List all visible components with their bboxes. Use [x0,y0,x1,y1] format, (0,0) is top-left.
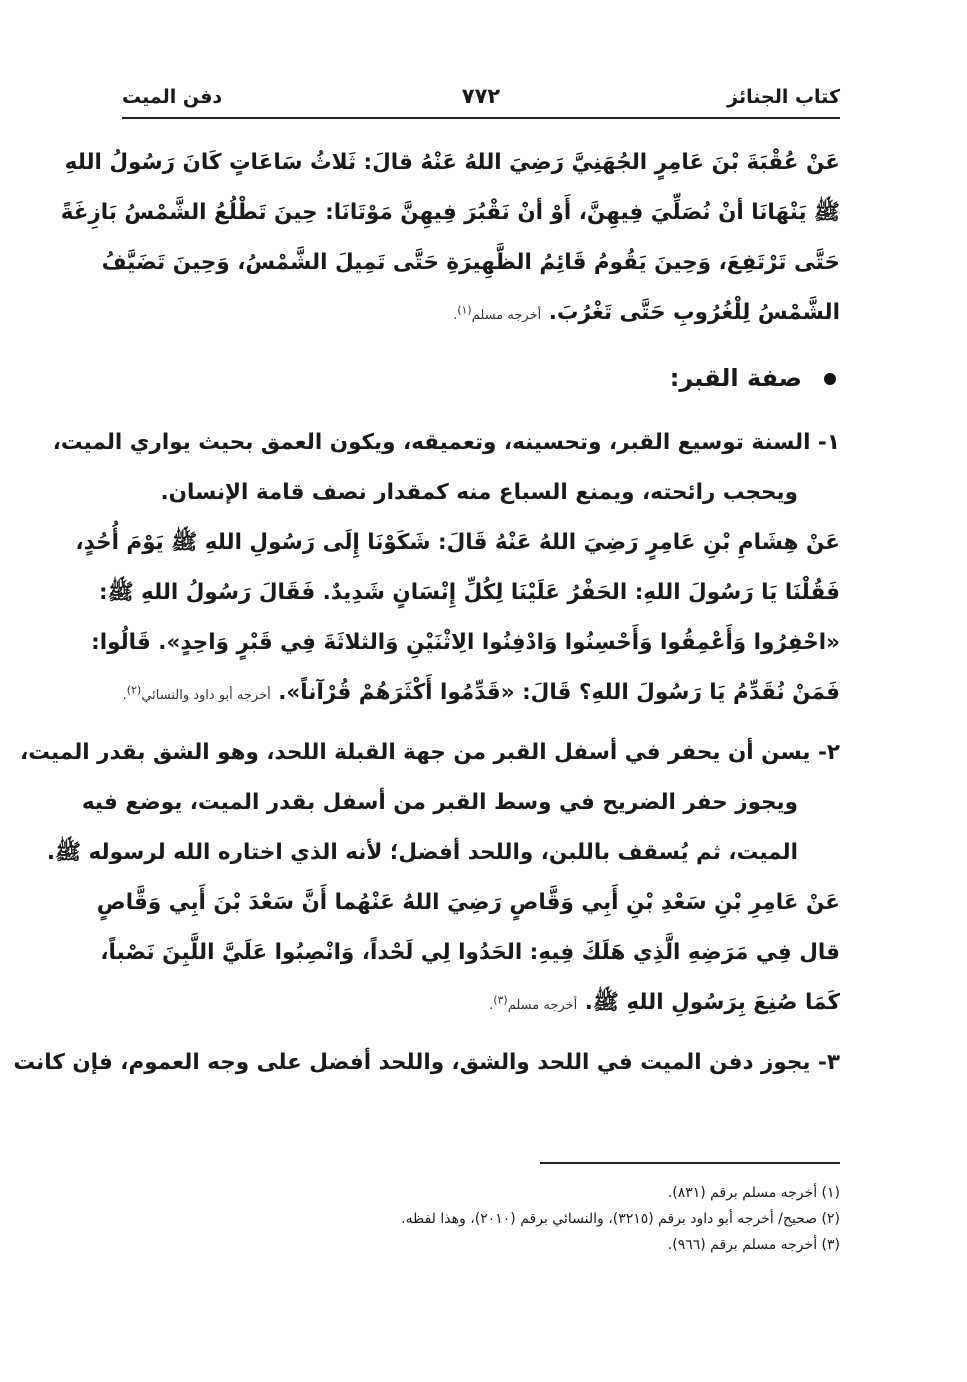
footnote-marker: (٢) [126,683,142,697]
section-title: دفن الميت [122,86,223,108]
hadith-line: عَنْ عَامِرِ بْنِ سَعْدِ بْنِ أَبِي وَقَّاصٍ رَضِيَ اللهُ عَنْهُما أَنَّ سَعْدَ بْنَ أَبِي وَقَّاصٍ [96,890,840,915]
rule-line: الميت، ثم يُسقف باللبن، واللحد أفضل؛ لأنه الذي اختاره الله لرسوله ﷺ. [46,840,798,865]
hadith-line [122,978,840,1028]
footnote-marker: (٣) [493,993,508,1007]
bullet-icon [824,373,836,385]
header-divider [122,117,840,119]
hadith-reference: أخرجه أبو داود والنسائي$^{(٢)}$. [122,683,271,703]
chapter-title: كتاب الجنائز [727,86,840,108]
hadith-line: قال فِي مَرَضِهِ الَّذِي هَلَكَ فِيهِ: الحَدُوا لِي لَحْداً، وَانْصِبُوا عَلَيَّ اللَّبِنَ نَصْباً، [100,940,840,965]
hadith-reference: أخرجه مسلم$^{(١)}$. [453,303,542,323]
reference-text: أخرجه مسلم [471,308,542,323]
footnote: (٢) صحيح/ أخرجه أبو داود برقم (٣٢١٥)، والنسائي برقم (٢٠١٠)، وهذا لفظه. [401,1211,840,1227]
hadith-text: كَمَا صُنِعَ بِرَسُولِ اللهِ ﷺ. [584,990,840,1015]
page-body [13,138,840,1088]
section-heading [122,348,840,408]
footnote: (٣) أخرجه مسلم برقم (٩٦٦). [667,1237,840,1253]
hadith-text: الشَّمْسُ لِلْغُرُوبِ حَتَّى تَغْرُبَ. [548,300,840,325]
running-header [122,82,840,116]
heading-text: صفة القبر: [669,364,802,392]
rule-line: ٣- يجوز دفن الميت في اللحد والشق، واللحد أفضل على وجه العموم، فإن كانت [13,1050,840,1075]
hadith-text: فَمَنْ نُقَدِّمُ يَا رَسُولَ اللهِ؟ قَالَ: «قَدِّمُوا أَكْثَرَهُمْ قُرْآناً». [278,680,840,705]
footnote-divider [540,1162,840,1164]
hadith-line: ﷺ يَنْهَانَا أنْ نُصَلِّيَ فِيهِنَّ، أَوْ أنْ نَقْبُرَ فِيهِنَّ مَوْتَانَا: حِينَ تَطْلُعُ الشَّمْسُ بَازِغَةً [60,200,840,225]
hadith-reference: أخرجه مسلم$^{(٣)}$. [489,993,578,1013]
hadith-line: فَقُلْنَا يَا رَسُولَ اللهِ: الحَفْرُ عَلَيْنَا لِكُلِّ إِنْسَانٍ شَدِيدٌ. فَقَالَ رَسُولُ اللهِ ﷺ: [98,580,840,605]
hadith-line [122,288,840,338]
rule-line: ويجوز حفر الضريح في وسط القبر من أسفل بقدر الميت، يوضع فيه [81,790,798,815]
reference-text: أخرجه أبو داود والنسائي [141,688,271,703]
rule-line: ٢- يسن أن يحفر في أسفل القبر من جهة القبلة اللحد، وهو الشق بقدر الميت، [20,740,840,765]
hadith-line: «احْفِرُوا وَأَعْمِقُوا وَأَحْسِنُوا وَادْفِنُوا الِاثْنَيْنِ وَالثلاثَةَ فِي قَبْرٍ وَاحِدٍ». قَالُوا: [91,630,840,655]
rule-line: ويحجب رائحته، ويمنع السباع منه كمقدار نصف قامة الإنسان. [160,480,798,505]
hadith-line: عَنْ عُقْبَةَ بْنَ عَامِرٍ الجُهَنِيَّ رَضِيَ اللهُ عَنْهُ قالَ: ثَلاثُ سَاعَاتٍ كَانَ رَسُولُ اللهِ [64,150,840,175]
hadith-line: حَتَّى تَرْتَفِعَ، وَحِينَ يَقُومُ قَائِمُ الظَّهِيرَةِ حَتَّى تَمِيلَ الشَّمْسُ، وَحِينَ تَضَيَّفُ [101,250,840,275]
footnote: (١) أخرجه مسلم برقم (٨٣١). [667,1185,840,1201]
footnote-marker: (١) [457,303,472,317]
reference-text: أخرجه مسلم [507,998,578,1013]
footnotes [122,1180,840,1258]
hadith-line: عَنْ هِشَامِ بْنِ عَامِرٍ رَضِيَ اللهُ عَنْهُ قَالَ: شَكَوْنَا إِلَى رَسُولِ اللهِ ﷺ يَوْمَ أُحُدٍ، [75,530,840,555]
page-number: ٧٧٢ [461,84,501,108]
hadith-line [122,668,840,718]
rule-line: ١- السنة توسيع القبر، وتحسينه، وتعميقه، ويكون العمق بحيث يواري الميت، [52,430,840,455]
